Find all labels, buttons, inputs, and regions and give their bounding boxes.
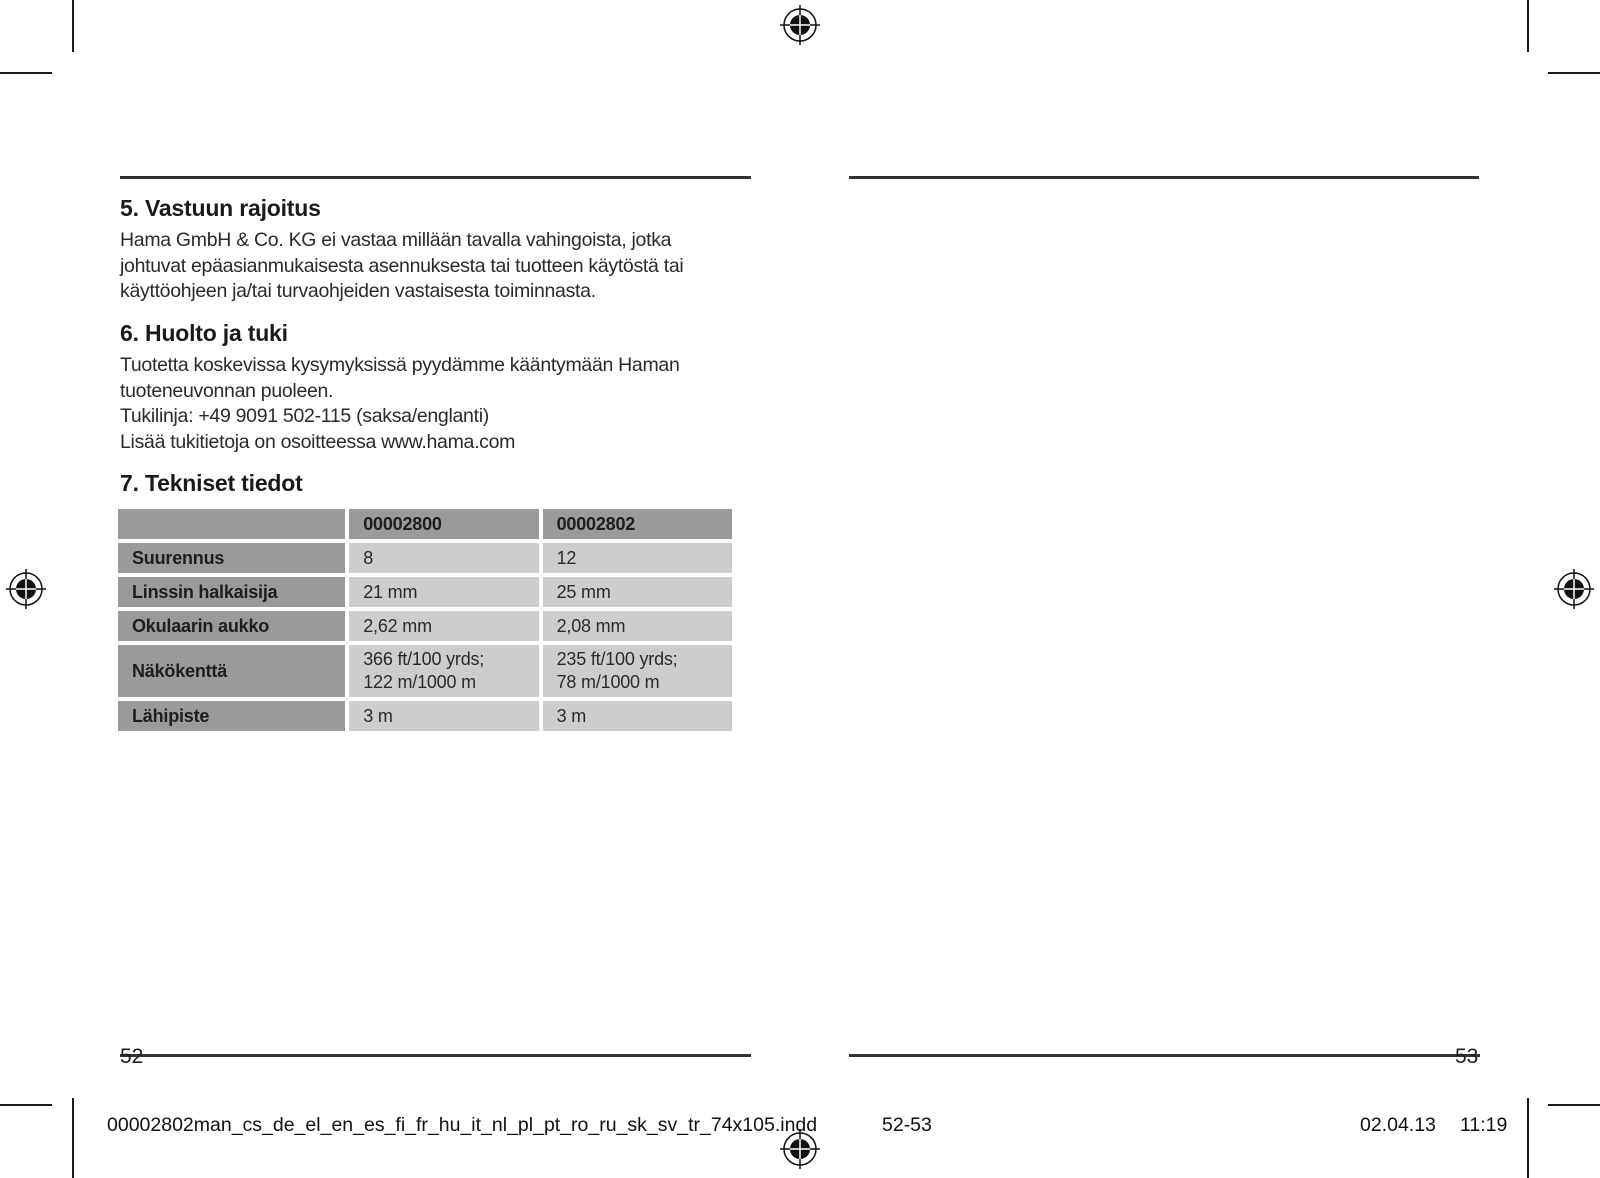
row-value: 21 mm bbox=[349, 577, 538, 607]
specs-section bbox=[120, 470, 740, 503]
row-label: Lähipiste bbox=[118, 701, 345, 731]
row-value: 2,62 mm bbox=[349, 611, 538, 641]
slug-filename: 00002802man_cs_de_el_en_es_fi_fr_hu_it_nl_pl_pt_ro_ru_sk_sv_tr_74x105.indd bbox=[107, 1114, 818, 1136]
table-row bbox=[118, 543, 732, 573]
row-value: 25 mm bbox=[543, 577, 732, 607]
liability-line: Hama GmbH & Co. KG ei vastaa millään tavalla vahingoista, jotka bbox=[120, 229, 672, 251]
bottom-rule-left bbox=[120, 1054, 751, 1057]
crop-mark-bottom-right-horizontal bbox=[1548, 1104, 1600, 1106]
crop-mark-top-left-horizontal bbox=[0, 72, 52, 74]
table-header-cell: 00002802 bbox=[543, 509, 732, 539]
top-rule-left bbox=[120, 176, 751, 179]
row-value-line: 235 ft/100 yrds; bbox=[556, 649, 678, 669]
liability-line: johtuvat epäasianmukaisesta asennuksesta tai tuotteen käytöstä tai bbox=[120, 254, 684, 277]
table-header-cell bbox=[118, 509, 345, 539]
table-header-cell: 00002800 bbox=[349, 509, 538, 539]
liability-text bbox=[120, 228, 740, 305]
table-row bbox=[118, 577, 732, 607]
row-value: 2,08 mm bbox=[543, 611, 732, 641]
table-header-row bbox=[118, 509, 732, 539]
bottom-rule-right bbox=[849, 1054, 1480, 1057]
page-number-right: 53 bbox=[1455, 1045, 1479, 1068]
liability-section bbox=[120, 195, 740, 305]
row-value: 3 m bbox=[543, 701, 732, 731]
row-value: 8 bbox=[349, 543, 538, 573]
crop-mark-bottom-left-horizontal bbox=[0, 1104, 52, 1106]
row-value: 3 m bbox=[349, 701, 538, 731]
row-value bbox=[349, 645, 538, 697]
slug-date: 02.04.13 bbox=[1360, 1114, 1436, 1136]
row-label: Näkökenttä bbox=[118, 645, 345, 697]
row-label: Suurennus bbox=[118, 543, 345, 573]
registration-mark-top-icon bbox=[780, 5, 820, 45]
support-line: Tuotetta koskevissa kysymyksissä pyydämme kääntymään Haman bbox=[120, 354, 680, 376]
row-value: 12 bbox=[543, 543, 732, 573]
slug-time: 11:19 bbox=[1460, 1114, 1508, 1136]
liability-line: käyttöohjeen ja/tai turvaohjeiden vastaisesta toiminnasta. bbox=[120, 280, 596, 302]
support-section bbox=[120, 320, 740, 455]
crop-mark-top-right-horizontal bbox=[1548, 72, 1600, 74]
row-value bbox=[543, 645, 732, 697]
table-row bbox=[118, 611, 732, 641]
row-label: Linssin halkaisija bbox=[118, 577, 345, 607]
specs-table bbox=[114, 505, 736, 735]
table-row bbox=[118, 701, 732, 731]
crop-mark-bottom-left-vertical bbox=[72, 1098, 74, 1178]
crop-mark-bottom-right-vertical bbox=[1527, 1098, 1529, 1178]
page-number-left: 52 bbox=[120, 1045, 144, 1068]
support-line: tuoteneuvonnan puoleen. bbox=[120, 379, 334, 402]
liability-heading: 5. Vastuun rajoitus bbox=[120, 195, 321, 221]
table-row bbox=[118, 645, 732, 697]
registration-mark-right-icon bbox=[1554, 569, 1594, 609]
row-value-line: 78 m/1000 m bbox=[556, 672, 660, 692]
row-value-line: 366 ft/100 yrds; bbox=[363, 649, 485, 669]
support-website: Lisää tukitietoja on osoitteessa www.hama.com bbox=[120, 430, 516, 453]
row-label: Okulaarin aukko bbox=[118, 611, 345, 641]
top-rule-right bbox=[849, 176, 1479, 179]
registration-mark-left-icon bbox=[6, 569, 46, 609]
row-value-line: 122 m/1000 m bbox=[363, 672, 476, 692]
specs-heading: 7. Tekniset tiedot bbox=[120, 470, 303, 496]
crop-mark-top-right-vertical bbox=[1527, 0, 1529, 52]
support-text bbox=[120, 353, 740, 455]
support-heading: 6. Huolto ja tuki bbox=[120, 320, 288, 346]
crop-mark-top-left-vertical bbox=[72, 0, 74, 52]
slug-pages: 52-53 bbox=[882, 1114, 932, 1136]
support-hotline: Tukilinja: +49 9091 502-115 (saksa/englanti) bbox=[120, 405, 489, 427]
